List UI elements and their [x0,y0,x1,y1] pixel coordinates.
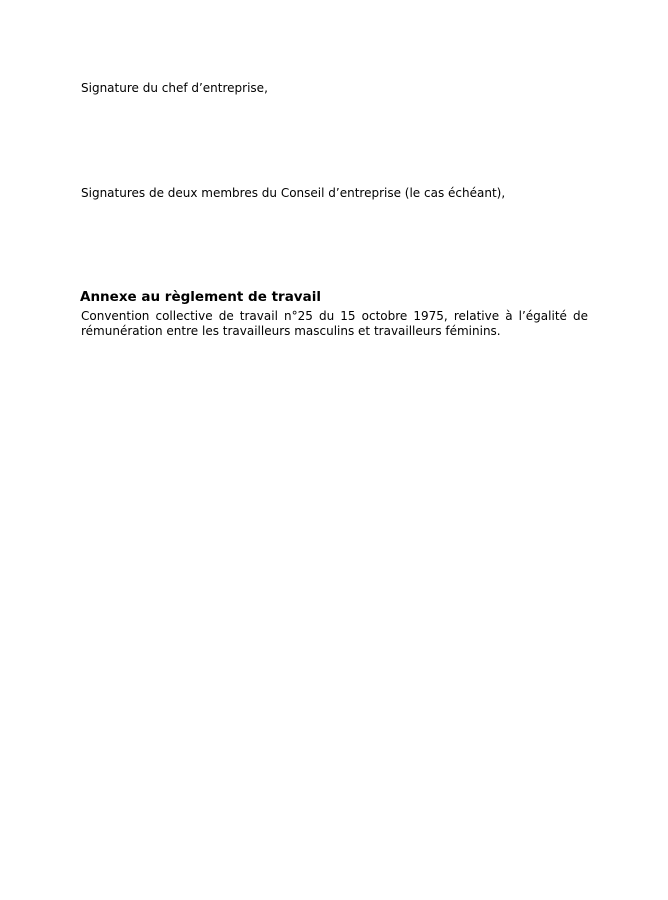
signature-chief-label: Signature du chef d’entreprise, [81,81,268,95]
signature-council-label: Signatures de deux membres du Conseil d’entreprise (le cas échéant), [81,186,506,200]
annex-heading: Annexe au règlement de travail [80,289,321,305]
annex-paragraph: Convention collective de travail n°25 du 15 octobre 1975, relative à l’égalité de rémunération entre les travailleurs masculins et travailleurs féminins. [81,309,588,338]
